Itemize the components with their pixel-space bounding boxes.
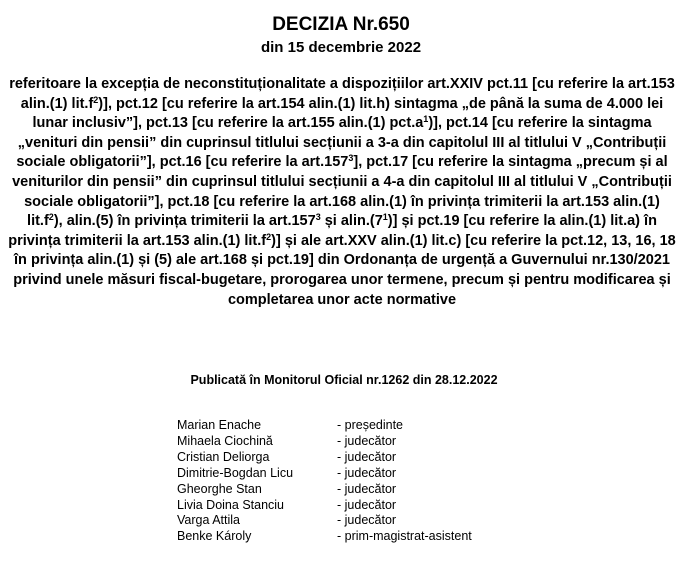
subject-text-2: )], pct.12 [cu referire la art.154 alin.(1) lit.h) sintagma „de până la suma de 4.000 lei lunar inclusiv”], pct.13 [cu referire la art.155 alin.(1) pct.a	[32, 95, 664, 132]
superscript: 3	[348, 153, 354, 164]
member-role: - judecător	[337, 449, 397, 464]
member-name: Benke Károly	[177, 529, 252, 544]
member-role: - prim-magistrat-asistent	[337, 529, 472, 544]
member-role: - judecător	[337, 481, 397, 496]
member-role: - judecător	[337, 465, 397, 480]
member-row	[177, 498, 472, 514]
member-name: Mihaela Ciochină	[177, 433, 273, 448]
subject-text-7: )] și pct.19 [cu referire la alin.(1) lit.a) în privința trimiterii la art.153 alin.(1) lit.f	[8, 213, 657, 249]
subject-text-8: )] și ale art.XXV alin.(1) lit.c) [cu referire la pct.12, 13, 16, 18 în privința alin.(1) și (5) ale art.168 și pct.19] din Ordonanța de urgență a Guvernului nr.130/2021 privind unele măsuri fiscal-bugetare, prorogarea unor termene, precum și pentru modificarea și completarea unor acte normative	[13, 232, 676, 308]
court-members-list	[177, 418, 472, 545]
member-role: - președinte	[337, 418, 404, 432]
member-name: Gheorghe Stan	[177, 481, 262, 496]
member-row	[177, 466, 472, 482]
subject-paragraph	[6, 75, 678, 310]
member-row	[177, 434, 472, 450]
member-name: Cristian Deliorga	[177, 449, 270, 464]
superscript: 2	[266, 231, 272, 242]
superscript: 2	[93, 94, 99, 105]
decision-subject	[6, 75, 678, 310]
subject-text-3: )], pct.14 [cu referire la sintagma „venituri din pensii” din cuprinsul titlului secțiunii a 3-a din capitolul III al titlului V „Contribuții sociale obligatorii”], pct.16 [cu referire la art.157	[16, 115, 667, 171]
member-row	[177, 418, 472, 434]
subject-text-5: ), alin.(5) în privința trimiterii la art.157	[53, 213, 316, 230]
superscript: 3	[315, 212, 321, 223]
superscript: 1	[382, 212, 388, 223]
decision-title: DECIZIA Nr.650	[272, 14, 410, 35]
subject-text-4: ], pct.17 [cu referire la sintagma „precum și al veniturilor din pensii” din cuprinsul titlului secțiunii a 4-a din capitolul III al titlului V „Contribuții sociale obligatorii”], pct.18 [cu referire la art.168 alin.(1) în privința trimiterii la art.153 alin.(1) lit.f	[12, 154, 672, 230]
publication-note: Publicată în Monitorul Oficial nr.1262 din 28.12.2022	[190, 373, 498, 387]
member-name: Marian Enache	[177, 418, 262, 432]
member-name: Varga Attila	[177, 513, 241, 528]
subject-text-6: și alin.(7	[320, 213, 383, 230]
superscript: 1	[423, 114, 429, 125]
member-role: - judecător	[337, 497, 397, 512]
member-name: Livia Doina Stanciu	[177, 497, 285, 512]
decision-date: din 15 decembrie 2022	[260, 39, 422, 56]
member-row	[177, 482, 472, 498]
member-row	[177, 529, 472, 545]
superscript: 2	[48, 212, 54, 223]
subject-text-1: referitoare la excepția de neconstituționalitate a dispozițiilor art.XXIV pct.11 [cu referire la art.153 alin.(1) lit.f	[9, 76, 675, 112]
member-row	[177, 513, 472, 529]
member-role: - judecător	[337, 513, 397, 528]
member-name: Dimitrie-Bogdan Licu	[177, 465, 294, 480]
member-role: - judecător	[337, 433, 397, 448]
member-row	[177, 450, 472, 466]
